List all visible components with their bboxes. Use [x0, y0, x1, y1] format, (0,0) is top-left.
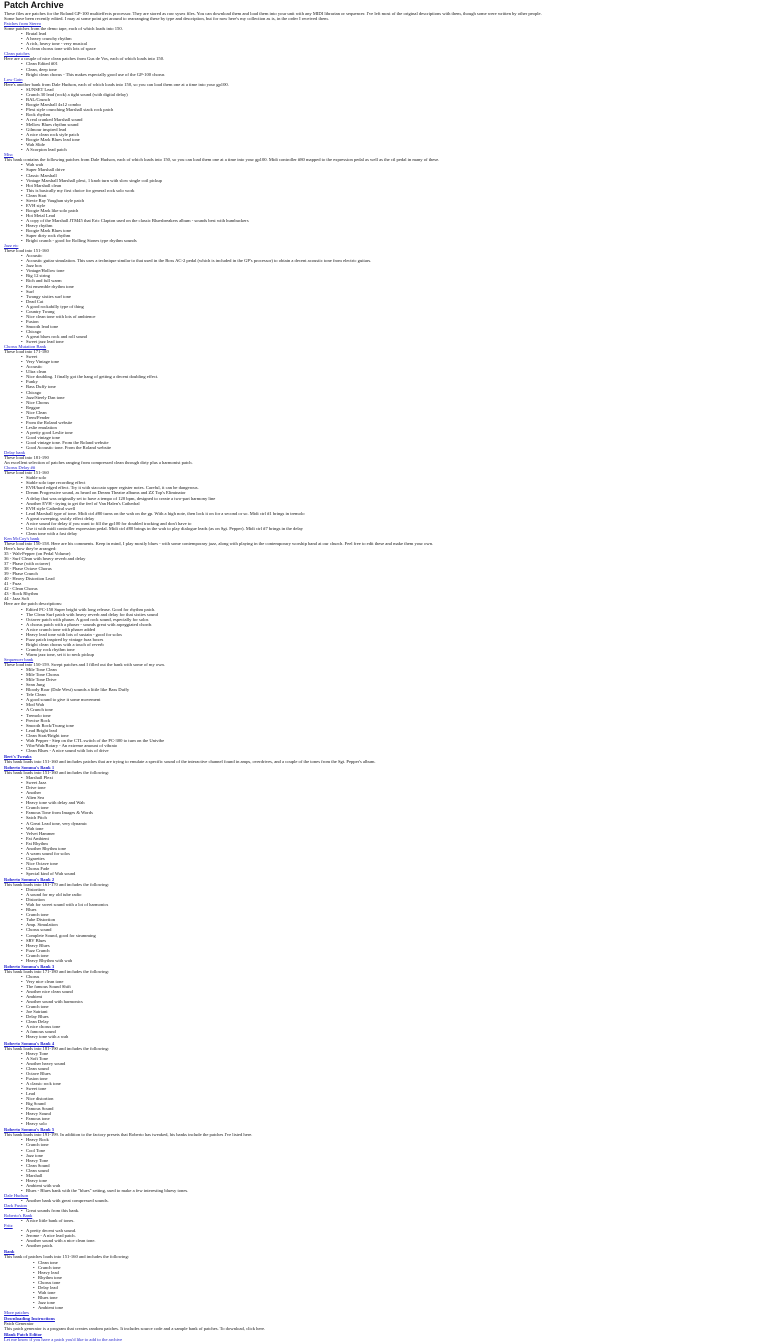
list-item: • Super dirty rock rhythm	[4, 233, 764, 238]
list-item: • Heavy Tone	[4, 1051, 764, 1056]
page-title: Patch Archive	[4, 0, 64, 10]
list-item: • Another heavy sound	[4, 1061, 764, 1066]
list-item: • Bright crunch - good for Rolling Stones type rhythm sounds	[4, 238, 764, 243]
list-item: • This is basically my first choice for general rock solo work	[4, 188, 764, 193]
list-item: • Velvet Hammer	[4, 831, 764, 836]
section-heading-link[interactable]: Blank Patch Editor	[4, 1332, 43, 1338]
list-item: • Funky	[4, 379, 764, 384]
list-item: • Lead Marshall type of tone. Midi ctrl #80 turns on the wah on the gp. With a high note, then lock it on for a second or so. Midi ctrl #1 brings in tremolo	[4, 511, 764, 516]
list-item: • Mellow Blues rhythm sound	[4, 122, 764, 127]
list-item: • Special kind of Wah sound	[4, 871, 764, 876]
list-item: • Clean Edited #01	[4, 61, 764, 66]
list-item: • Heavy tone with a wah	[4, 1034, 764, 1039]
list-item: • Mile Tone Clean	[4, 667, 764, 672]
list-item: • Boogie Mark Blues lead tone	[4, 137, 764, 142]
list-item: • Tremolo tone	[4, 713, 764, 718]
list-item: • A famous sound	[4, 1029, 764, 1034]
list-item: • Nice distortion	[4, 1096, 764, 1101]
list-item: • Surf	[4, 289, 764, 294]
paragraph: This bank loads into 191-199. In addition to the factory presets that Roberto has tweaked, his banks include the patches I've listed here.	[4, 1132, 253, 1138]
list-item: • Crunch tone	[4, 1142, 764, 1147]
list-item: • BAL/Crunch	[4, 97, 764, 102]
list-item: • A sound for my old tube radio	[4, 892, 764, 897]
list-item: • Dead Cat	[4, 299, 764, 304]
paragraph: 43 - Rock Rhythm	[4, 591, 39, 597]
list-item: • A good sound to give it some movement	[4, 697, 764, 702]
list-item: • Mile Tone Chorus	[4, 672, 764, 677]
list-item: • A pretty decent wah sound.	[4, 1228, 764, 1233]
list-item: • Clean Delay	[4, 1019, 764, 1024]
list-item: • Heavy tone	[4, 1178, 764, 1183]
list-item: • Crunchy rock rhythm tone	[4, 647, 764, 652]
list-item: • Clean Strat	[4, 193, 764, 198]
list-item: • Chorus tone	[4, 1280, 764, 1285]
list-item: • Good vintage tone. From the Roland website	[4, 440, 764, 445]
list-item: • Nice Clean	[4, 410, 764, 415]
list-item: • Crunch tone	[4, 953, 764, 958]
list-item: • Boogie Mark Blues tone	[4, 228, 764, 233]
list-item: • A nice chorus tone	[4, 1024, 764, 1029]
list-item: • Vintage/Hollow tone	[4, 268, 764, 273]
list-item: • A Great Lead tone, very dynamic	[4, 821, 764, 826]
list-item: • A heavy crunchy rhythm	[4, 36, 764, 41]
paragraph: This patch generator is a program that creates random patches. It includes source code and a sample bank of patches. To download, click here.	[4, 1326, 266, 1332]
list-item: • Clean sound	[4, 1168, 764, 1173]
list-item: • Rich and full warm	[4, 278, 764, 283]
list-item: • Acoustic guitar simulation. This uses a technique similar to that used in the Boss AC-2 pedal (which is included in the GP's processor) to obtain a decent acoustic tone from electric guitars.	[4, 258, 764, 263]
list-item: • Chorus	[4, 974, 764, 979]
list-item: • Wah wah	[4, 162, 764, 167]
paragraph: This bank loads into 151-160 and includes the following:	[4, 770, 110, 776]
list-item: • Country Twang	[4, 309, 764, 314]
list-item: • Gilmour inspired lead	[4, 127, 764, 132]
list-item: • A nice crunch tone with phaser added	[4, 627, 764, 632]
list-item: • Cool Tone	[4, 1148, 764, 1153]
list-item: • A delay that was originally set to have a tempo of 120 bpm, designed to create a two-part harmony line	[4, 496, 764, 501]
list-item: • Heavy lead tone with lots of sustain - good for solos	[4, 632, 764, 637]
list-item: • A Scorpion lead patch	[4, 147, 764, 152]
list-item: • A rich, heavy tone - very musical	[4, 41, 764, 46]
list-item: • A nice sound for delay if you want to fill the gp100 for doubled tracking and don't have to	[4, 521, 764, 526]
list-item: • Another EVH - trying to get the feel of Van Halen's Cathedral	[4, 501, 764, 506]
list-item: • Another Rhythm tone	[4, 846, 764, 851]
paragraph: Here's another bank from Dale Hudson, each of which loads into 150, so you can load them one at a time into your gp100.	[4, 81, 229, 87]
list-item: • Octave Blues	[4, 1071, 764, 1076]
list-item: • Crunch 30 lead (rock) a tight sound (with digital delay)	[4, 92, 764, 97]
list-item: • Fuzz Crunch	[4, 948, 764, 953]
list-item: • Boogie Marshall 4x12 combo	[4, 102, 764, 107]
paragraph: This bank contains the following patches from Dale Hudson, each of which loads into 150, so you can load them one at a time into your gp100. Midi controller #80 mapped to the expression pedal as well as the ctl pedal in many of these.	[4, 157, 440, 163]
list-item: • Wah Slide	[4, 142, 764, 147]
section-link[interactable]: Delay bank	[4, 450, 26, 456]
list-item: • Clean sound	[4, 1066, 764, 1071]
list-item: • SRV Blues	[4, 938, 764, 943]
list-item: • Hot Marshall clean	[4, 183, 764, 188]
section-link[interactable]: Jazz etc	[4, 243, 19, 249]
list-item: • A pretty good Leslie tone	[4, 430, 764, 435]
paragraph: 38 - Phase Octave Chorus	[4, 566, 52, 572]
list-item: • Blues tone	[4, 1295, 764, 1300]
list-item: • Brutal lead	[4, 31, 764, 36]
list-item: • Another sound with harmonics	[4, 999, 764, 1004]
list-item: • Nice Octave tone	[4, 861, 764, 866]
list-item: • Alien Sea	[4, 795, 764, 800]
list-item: • Heavy lead	[4, 1270, 764, 1275]
list-item: • Blues	[4, 907, 764, 912]
list-item: • Distortion	[4, 897, 764, 902]
list-item: • Nice doubling. I finally got the hang of getting a decent doubling effect.	[4, 374, 764, 379]
list-item: • Distortion	[4, 887, 764, 892]
section-link[interactable]: Roberto's Bank	[4, 1213, 33, 1219]
list-item: • A great sweeping, swirly effect delay	[4, 516, 764, 521]
list-item: • Heavy Blues	[4, 943, 764, 948]
list-item: • From the Roland website	[4, 420, 764, 425]
list-item: • Delay Blues	[4, 1014, 764, 1019]
list-item: • SUNSET Lead	[4, 87, 764, 92]
list-item: • Heavy Sound	[4, 1111, 764, 1116]
list-item: • EVH/hard edged effect. Try it with staccato upper register notes. Careful, it can be dangerous.	[4, 485, 764, 490]
list-item: • Cigarettes	[4, 856, 764, 861]
list-item: • Super Marshall drive	[4, 167, 764, 172]
list-item: • A classic rock tone	[4, 1081, 764, 1086]
paragraph: Some patches from the demo tape, each of which loads into 150.	[4, 26, 123, 32]
list-item: • Vintage Marshall Marshall plexi, 1 knob turn with slow single coil pickup	[4, 178, 764, 183]
list-item: • Fat Rhythm	[4, 841, 764, 846]
list-item: • Rock rhythm	[4, 112, 764, 117]
list-item: • Blues - Blues bank with the "blues" setting, used to make a few interesting bluesy tones.	[4, 1188, 764, 1193]
list-item: • Precise Rock	[4, 718, 764, 723]
list-item: • Complete Sound, good for strumming	[4, 933, 764, 938]
list-item: • Ambient tone	[4, 1305, 764, 1310]
list-item: • Acoustic	[4, 253, 764, 258]
list-item: • Amp. Simulation	[4, 922, 764, 927]
list-item: • Fusion tone	[4, 1076, 764, 1081]
paragraph: This bank loads into 171-180 and includes the following:	[4, 968, 110, 974]
paragraph: 39 - Phase Crunch	[4, 571, 38, 577]
section-heading-link[interactable]: Bert's Tweaks	[4, 753, 32, 759]
list-item: • Clean tone	[4, 1260, 764, 1265]
list-item: • EVH style Cathedral swell	[4, 506, 764, 511]
list-item: • Big 12 string	[4, 273, 764, 278]
list-item: • Good Acoustic tone. From the Roland website	[4, 445, 764, 450]
list-item: • Jazz tone	[4, 1153, 764, 1158]
list-item: • A great blues rock and roll sound	[4, 334, 764, 339]
list-item: • Jerome - A nice lead patch.	[4, 1233, 764, 1238]
list-item: • Sweet jazz lead tone	[4, 339, 764, 344]
paragraph: Patch Generator	[4, 1321, 34, 1327]
list-item: • Chicago	[4, 329, 764, 334]
list-item: • Chorus Fade	[4, 866, 764, 871]
list-item: • Mod Wah	[4, 702, 764, 707]
list-item: • Crunch tone	[4, 912, 764, 917]
paragraph: 42 - Clean Chorus	[4, 586, 38, 592]
list-item: • Clean Strat/Bright tone	[4, 733, 764, 738]
list-item: • Jazz box	[4, 263, 764, 268]
section-link[interactable]: Chorus Mutation Bank	[4, 344, 47, 350]
paragraph: These load into 171-180	[4, 349, 49, 355]
paragraph: Here are the patch descriptions:	[4, 601, 63, 607]
list-item: • Very Vintage tone	[4, 359, 764, 364]
paragraph: 44 - Jazz Soft	[4, 596, 30, 602]
list-item: • Crunch tone	[4, 1265, 764, 1270]
list-item: • Crunch tone	[4, 1004, 764, 1009]
list-item: • Sweet tone	[4, 1086, 764, 1091]
list-item: • Mile Tone Drive	[4, 677, 764, 682]
list-item: • Chorus sound	[4, 927, 764, 932]
paragraph: 35 - Wah-Pepper (on Pedal Volume)	[4, 551, 71, 557]
list-item: • Bloody Roar (Dale West) sounds a little like Bass Duffy	[4, 687, 764, 692]
list-item: • Heavy Tone	[4, 1158, 764, 1163]
paragraph: 37 - Phase (with octaver)	[4, 561, 51, 567]
list-item: • Nice clean tone with lots of ambience	[4, 314, 764, 319]
list-item: • Heavy Rock	[4, 1137, 764, 1142]
list-item: • Hot Metal Lead	[4, 213, 764, 218]
list-item: • Joe Satriani	[4, 1009, 764, 1014]
list-item: • Fat Ambient	[4, 836, 764, 841]
list-item: • Bass Duffy tone	[4, 384, 764, 389]
list-item: • Trem/Fender	[4, 415, 764, 420]
paragraph: 36 - Surf Clean with heavy reverb and delay	[4, 556, 86, 562]
list-item: • A copy of the Marshall JTM45 that Eric Clapton used on the classic Bluesbreakers album - sounds best with humbuckers	[4, 218, 764, 223]
list-item: • Reggae	[4, 405, 764, 410]
paragraph: These files are patches for the Roland GP-100 multieffects processor. They are stored as raw sysex files. You can download them and load them into your unit with any MIDI librarian or sequencer. I've left most of the original descriptions with them, though some were written by other people.	[4, 11, 542, 16]
content-body	[4, 11, 764, 1342]
list-item: • Wah Pepper - Step on the CTL switch of the PC-300 to turn on the Univibe	[4, 738, 764, 743]
list-item: • Clean Blues - A nice sound with lots of drive	[4, 748, 764, 753]
list-item: • A real cranked Marshall sound	[4, 117, 764, 122]
paragraph: These load into 150-158. Here are his comments. Keep in mind, I play mostly blues - with some contemporary jazz, along with playing in the contemporary worship band at our church. Feel free to edit these and make them your own.	[4, 540, 434, 546]
list-item: • A nice little bank of tones.	[4, 1218, 764, 1223]
section-link[interactable]: Sequencer bank	[4, 657, 34, 662]
paragraph: Here's how they're arranged:	[4, 545, 57, 551]
list-item: • Big Sound	[4, 1101, 764, 1106]
list-item: • Jazz/Steely Dan tone	[4, 395, 764, 400]
list-item: • Heavy solo	[4, 1121, 764, 1126]
list-item: • Smooth Rock/Twang tone	[4, 723, 764, 728]
list-item: • Dream Progressive sound, as heard on Dream Theatre albums and ZZ Top's Eliminator	[4, 490, 764, 495]
section-heading-link[interactable]: Bank	[4, 1249, 15, 1255]
list-item: • Jazz tone	[4, 1300, 764, 1305]
list-item: • Bright clean chorus - This makes especially good use of the GP-100 chorus	[4, 72, 764, 77]
list-item: • Famous Sound	[4, 1106, 764, 1111]
list-item: • Smooth lead tone	[4, 324, 764, 329]
list-item: • Sweet Jazz	[4, 780, 764, 785]
list-item: • Clean tone with a fast delay	[4, 531, 764, 536]
paragraph: Here are a couple of nice clean patches from Gus de Vos, each of which loads into 150.	[4, 56, 165, 62]
section-link[interactable]: Fritz	[4, 1223, 13, 1229]
list-item: • Nice Chorus	[4, 400, 764, 405]
list-item: • Fat ensemble rhythm tone	[4, 284, 764, 289]
paragraph: An excellent selection of patches ranging from compressed clean through dirty plus a harmonist patch.	[4, 460, 193, 466]
list-item: • Sean Jung	[4, 682, 764, 687]
list-item: • Sweet	[4, 354, 764, 359]
list-item: • Marshall	[4, 1173, 764, 1178]
list-item: • Heavy tone with delay and Wah	[4, 800, 764, 805]
list-item: • Drive tone	[4, 785, 764, 790]
list-item: • Ultra clean	[4, 369, 764, 374]
paragraph: Some have been recently edited. I may at some point get around to rearranging these by type and description, but for now here's my collection as is, in the order I received them.	[4, 16, 329, 22]
section-link[interactable]: Low Gain	[4, 76, 23, 82]
section-link[interactable]: Dale Hudson	[4, 1192, 29, 1198]
section-link[interactable]: Dark Fusion	[4, 1203, 27, 1209]
list-item: • A clean chorus tone with lots of space	[4, 46, 764, 51]
list-item: • Another	[4, 790, 764, 795]
paragraph: This bank loads into 151-160 and includes patches that are trying to emulate a specific sound of the interactive channel found in amps, overdrives, and a couple of the tones from the Sgt. Pepper's album.	[4, 758, 376, 764]
section-heading-link[interactable]: Downloading Instructions	[4, 1316, 55, 1322]
section-heading-link[interactable]: Roberto Somma's Bank 2	[4, 877, 55, 883]
list-item: • Fuzz patch inspired by vintage fuzz boxes	[4, 637, 764, 642]
list-item: • Another patch.	[4, 1243, 764, 1248]
section-heading-link[interactable]: Roberto Somma's Bank 5	[4, 1127, 55, 1133]
list-item: • Rhythm tone	[4, 1275, 764, 1280]
section-link[interactable]: Clean patches	[4, 51, 30, 57]
list-item: • Clean, deep tone	[4, 67, 764, 72]
list-item: • Good vintage tone	[4, 435, 764, 440]
list-item: • Stevie Ray Vaughan style patch	[4, 198, 764, 203]
paragraph: These load into 181-190	[4, 455, 49, 461]
list-item: • Acoustic	[4, 364, 764, 369]
list-item: • Lead	[4, 1091, 764, 1096]
list-item: • Famous Tone from Images & Words	[4, 810, 764, 815]
list-item: • A warm sound for solos	[4, 851, 764, 856]
list-item: • Tele Clean	[4, 692, 764, 697]
list-item: • Octaver patch with phaser. A good rock sound, especially for solos	[4, 617, 764, 622]
list-item: • Delay lead	[4, 1285, 764, 1290]
list-item: • Ambient	[4, 994, 764, 999]
list-item: • Leslie emulation	[4, 425, 764, 430]
list-item: • Heavy Rhythm with wah	[4, 958, 764, 963]
list-item: • Another sound with a nice clean tone.	[4, 1238, 764, 1243]
section-link[interactable]: Let me know if you have a patch you'd like to add to the archive	[4, 1337, 123, 1342]
list-item: • Fusion	[4, 319, 764, 324]
paragraph: This bank loads into 161-170 and includes the following:	[4, 882, 110, 888]
list-item: • Very nice clean tone	[4, 979, 764, 984]
list-item: • Vibe/Wah/Rotary - An extreme amount of vibrato	[4, 743, 764, 748]
list-item: • A nice clean rock style patch	[4, 132, 764, 137]
list-item: • A Soft Tone	[4, 1056, 764, 1061]
list-item: • Stable solo tape recording effect	[4, 480, 764, 485]
list-item: • Boogie Mark like solo patch	[4, 208, 764, 213]
section-heading-link[interactable]: Roberto Somma's Bank 4	[4, 1040, 55, 1046]
list-item: • Edited PC-150 Super bright with long release. Good for rhythm patch.	[4, 607, 764, 612]
list-item: • Plexi style crunching Marshall stack rock patch	[4, 107, 764, 112]
list-item: • Wah tone	[4, 826, 764, 831]
list-item: • Warm jazz tone, set it to neck pickup	[4, 652, 764, 657]
section-link[interactable]: Ken McCoy's bank	[4, 535, 40, 541]
list-item: • Marshall Plexi	[4, 775, 764, 780]
paragraph: These load into 151-160	[4, 248, 49, 254]
paragraph: 40 - Heavy Distortion Lead	[4, 576, 55, 582]
section-link[interactable]: Chorus Delay ##	[4, 465, 36, 471]
list-item: • Satch Pitch	[4, 815, 764, 820]
list-item: • Wah tone	[4, 1290, 764, 1295]
list-item: • Heavy rhythm	[4, 223, 764, 228]
list-item: • Another bank with great compressed sounds.	[4, 1198, 764, 1203]
section-link[interactable]: Misc	[4, 152, 14, 158]
list-item: • Crunch tone	[4, 805, 764, 810]
paragraph: These load into 150-159. Swept patches and I filled out the bank with some of my own.	[4, 662, 166, 668]
list-item: • The Clean Surf patch with heavy reverb and delay for that sixties sound	[4, 612, 764, 617]
list-item: • Wah for sweet sound with a lot of harmonics	[4, 902, 764, 907]
list-item: • Famous tone	[4, 1116, 764, 1121]
list-item: • A chorus patch with a phaser - sounds great with arpeggiated chords	[4, 622, 764, 627]
list-item: • Great sounds from this bank.	[4, 1208, 764, 1213]
list-item: • A Crunch tone	[4, 707, 764, 712]
section-link[interactable]: More patches	[4, 1310, 29, 1315]
list-item: • Clean Sound	[4, 1163, 764, 1168]
list-item: • Ambient with wah	[4, 1183, 764, 1188]
list-item: • Twangy sixties surf tone	[4, 294, 764, 299]
list-item: • Chicago	[4, 390, 764, 395]
list-item: • A good rockabilly type of thing	[4, 304, 764, 309]
list-item: • Stable solo	[4, 475, 764, 480]
section-link[interactable]: Patches from Stereo	[4, 21, 41, 27]
list-item: • EVH style	[4, 203, 764, 208]
list-item: • Lead Bright lead	[4, 728, 764, 733]
list-item: • Classic Marshall	[4, 173, 764, 178]
paragraph: This bank loads into 181-190 and includes the following:	[4, 1045, 110, 1051]
paragraph: This bank of patches loads into 151-160 and includes the following:	[4, 1254, 130, 1260]
list-item: • Tube Distortion	[4, 917, 764, 922]
section-heading-link[interactable]: Roberto Somma's Bank 3	[4, 963, 55, 969]
section-heading-link[interactable]: Roberto Somma's Bank 1	[4, 764, 55, 770]
list-item: • Use it with midi controller expression pedal. Midi ctrl #80 brings in the wah to play dialogue leads (as on Sgt. Pepper). Midi ctrl #7 brings in the delay	[4, 526, 764, 531]
paragraph: These load into 151-160	[4, 470, 49, 476]
list-item: • Bright clean chorus with a touch of reverb	[4, 642, 764, 647]
list-item: • The famous Sound Shift	[4, 984, 764, 989]
list-item: • Another nice clean sound	[4, 989, 764, 994]
paragraph: 41 - Fuzz	[4, 581, 22, 587]
